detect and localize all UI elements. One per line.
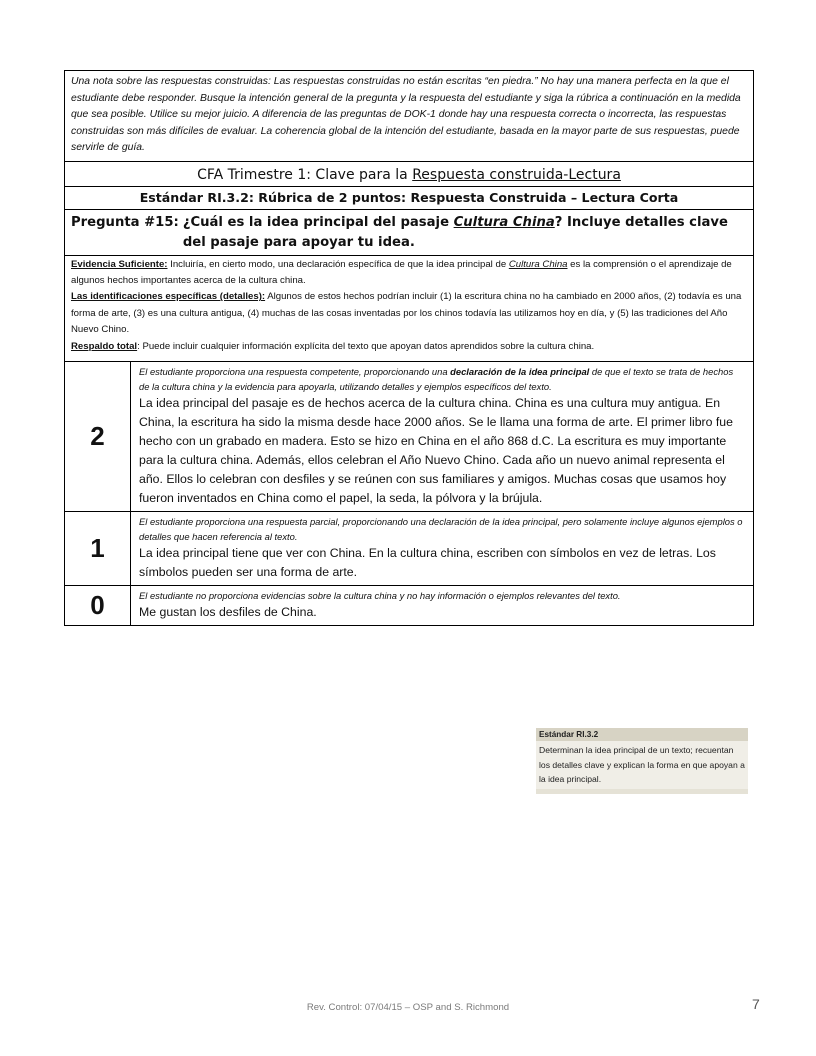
score-value: 2	[65, 361, 131, 511]
rubric-title-prefix: CFA Trimestre 1: Clave para la	[197, 166, 413, 183]
total-support-text: : Puede incluir cualquier información explícita del texto que apoyan datos aprendidos sobre la cultura china.	[137, 340, 595, 352]
sample-answer: La idea principal tiene que ver con China. En la cultura china, escriben con símbolos en vez de letras. Los símbolos pueden ser una forma de arte.	[139, 545, 716, 579]
specific-details-text: Algunos de estos hechos podrían incluir (1) la escritura china no ha cambiado en 2000 años, (2) todavía es una forma de arte, (3) es una cultura antigua, (4) muchas de las cosas inventadas por los chinos todavía las utilizamos hoy en día, y (5) las tradiciones del Año Nuevo Chino.	[71, 291, 742, 336]
score-row-2	[65, 361, 754, 511]
score-value: 1	[65, 511, 131, 585]
score-row-1	[65, 511, 754, 585]
score-description	[131, 511, 754, 585]
standard-row: Estándar RI.3.2: Rúbrica de 2 puntos: Respuesta Construida – Lectura Corta	[65, 186, 754, 209]
criteria-bold: declaración de la idea principal	[450, 365, 590, 377]
rubric-title-underlined: Respuesta construida-Lectura	[412, 166, 621, 183]
criteria-text-after: de que el texto se trata de hechos de la cultura china y la evidencia para apoyarla, utilizando detalles y ejemplos específicos del texto.	[139, 365, 734, 392]
question-text-after: ? Incluye detalles clave del pasaje para apoyar tu idea.	[182, 214, 728, 250]
standard-reference-text: Determinan la idea principal de un texto; recuentan los detalles clave y explican la forma en que apoyan a la idea principal.	[536, 741, 748, 789]
score-description	[131, 585, 754, 625]
criteria-text: El estudiante proporciona una respuesta competente, proporcionando una	[139, 365, 451, 377]
question-text	[183, 213, 747, 253]
score-criteria: El estudiante no proporciona evidencias sobre la cultura china y no hay información o ejemplos relevantes del texto.	[139, 589, 621, 601]
question-passage-title: Cultura China	[453, 214, 555, 230]
evidence-row	[65, 255, 754, 361]
question-row	[65, 209, 754, 255]
revision-footer: Rev. Control: 07/04/15 – OSP and S. Richmond	[306, 1002, 510, 1013]
rubric-table	[64, 70, 754, 626]
constructed-response-note: Una nota sobre las respuestas construidas: Las respuestas construidas no están escritas “en piedra.” No hay una manera perfecta en la que el estudiante debe responder. Busque la intención general de la pregunta y la respuesta del estudiante y siga la rúbrica a continuación en la medida que sea posible. Utilice su mejor juicio. A diferencia de las preguntas de DOK-1 donde hay una respuesta correcta o incorrecta, las respuestas construidas son más difíciles de evaluar. La coherencia global de la intención del estudiante, basada en la mayor parte de sus respuestas, puede servirle de guía.	[65, 71, 754, 162]
score-value: 0	[65, 585, 131, 625]
rubric-title	[65, 161, 754, 186]
specific-details-label: Las identificaciones específicas (detalles):	[71, 291, 266, 303]
sufficient-evidence-label: Evidencia Suficiente:	[71, 258, 168, 270]
sufficient-evidence-text-after: es la comprensión o el aprendizaje de algunos hechos importantes acerca de la cultura china.	[71, 258, 732, 286]
page-number: 7	[752, 996, 760, 1012]
standard-reference-heading: Estándar RI.3.2	[536, 728, 748, 741]
score-row-0	[65, 585, 754, 625]
total-support-label: Respaldo total	[71, 340, 138, 352]
score-criteria	[139, 364, 745, 394]
sufficient-evidence-text: Incluiría, en cierto modo, una declaración específica de que la idea principal de	[167, 258, 509, 270]
standard-reference-box	[536, 728, 748, 794]
question-label: Pregunta #15:	[71, 214, 179, 230]
score-description	[131, 361, 754, 511]
sample-answer: La idea principal del pasaje es de hechos acerca de la cultura china. China es una cultura muy antigua. En China, la escritura ha sido la misma desde hace 2000 años. Se le llama una forma de arte. El primer libro fue hecho con un grabado en madera. Esto se hizo en China en el año 868 d.C. La escritura es muy importante para la cultura china. Además, ellos celebran el Año Nuevo Chino. Cada año un nuevo animal representa el año. Ellos lo celebran con desfiles y se reúnen con sus familiares y amigos. Muchas cosas que usamos hoy fueron inventados en China como el papel, la seda, la pólvora y la brújula.	[139, 395, 733, 505]
question-text-before: ¿Cuál es la idea principal del pasaje	[182, 214, 454, 230]
sufficient-evidence-title: Cultura China	[508, 258, 568, 270]
score-criteria: El estudiante proporciona una respuesta parcial, proporcionando una declaración de la idea principal, pero solamente incluye algunos ejemplos o detalles que hacen referencia al texto.	[139, 515, 743, 542]
sample-answer: Me gustan los desfiles de China.	[139, 604, 317, 619]
